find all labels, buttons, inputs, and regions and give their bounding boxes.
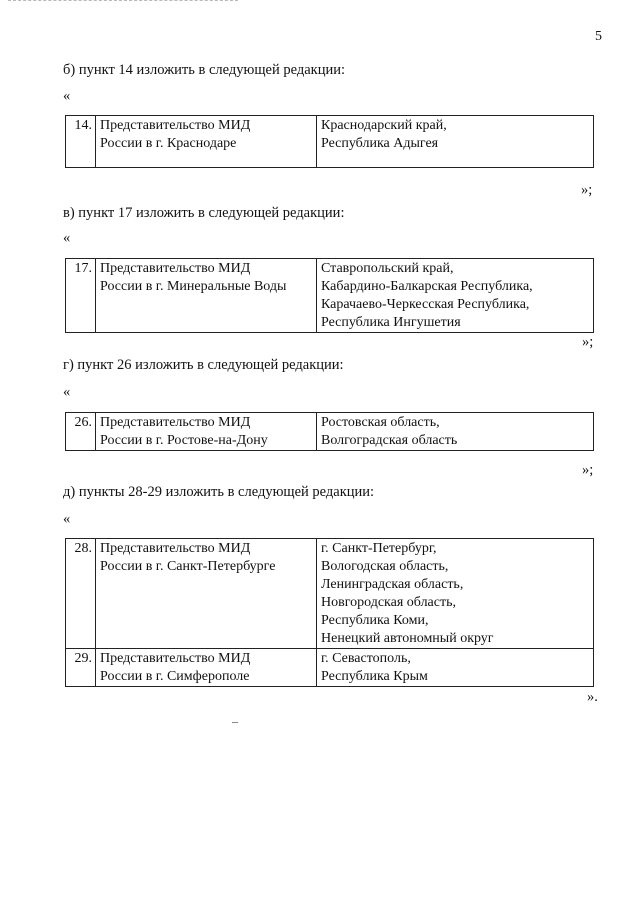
- quote-open-d: «: [63, 511, 71, 527]
- regions-cell: [317, 259, 594, 333]
- office-cell: [96, 649, 317, 687]
- region-line: Республика Ингушетия: [321, 315, 461, 330]
- quote-close-v: »;: [582, 334, 594, 350]
- table-row: [66, 413, 594, 451]
- office-cell: [96, 413, 317, 451]
- office-line: России в г. Ростове-на-Дону: [100, 433, 268, 448]
- section-heading-b: б) пункт 14 изложить в следующей редакции:: [63, 62, 345, 78]
- row-number: 14.: [66, 116, 96, 168]
- office-line: Представительство МИД: [100, 261, 251, 276]
- quote-close-d: ».: [587, 689, 598, 705]
- row-number: 28.: [66, 539, 96, 649]
- office-line: России в г. Минеральные Воды: [100, 279, 287, 294]
- quote-close-b: »;: [581, 182, 593, 198]
- office-line: России в г. Симферополе: [100, 669, 250, 684]
- region-line: Волгоградская область: [321, 433, 458, 448]
- quote-open-v: «: [63, 230, 71, 246]
- quote-open-g: «: [63, 384, 71, 400]
- region-line: Краснодарский край,: [321, 118, 447, 133]
- row-number: 17.: [66, 259, 96, 333]
- office-cell: [96, 259, 317, 333]
- quote-close-g: »;: [582, 462, 594, 478]
- row-number: 26.: [66, 413, 96, 451]
- office-line: России в г. Санкт-Петербурге: [100, 559, 276, 574]
- scan-edge-line: [8, 0, 238, 1]
- table-point-14: [65, 115, 594, 168]
- region-line: Ленинградская область,: [321, 577, 464, 592]
- region-line: Ростовская область,: [321, 415, 440, 430]
- region-line: Республика Адыгея: [321, 136, 439, 151]
- office-line: России в г. Краснодаре: [100, 136, 237, 151]
- table-point-17: [65, 258, 594, 333]
- table-points-28-29: [65, 538, 594, 687]
- table-row: [66, 649, 594, 687]
- region-line: г. Санкт-Петербург,: [321, 541, 437, 556]
- office-line: Представительство МИД: [100, 415, 251, 430]
- regions-cell: [317, 116, 594, 168]
- table-point-26: [65, 412, 594, 451]
- section-heading-g: г) пункт 26 изложить в следующей редакции:: [63, 357, 344, 373]
- center-scan-mark: [232, 722, 238, 723]
- office-cell: [96, 116, 317, 168]
- region-line: Карачаево-Черкесская Республика,: [321, 297, 530, 312]
- region-line: г. Севастополь,: [321, 651, 411, 666]
- regions-cell: [317, 413, 594, 451]
- section-heading-v: в) пункт 17 изложить в следующей редакции:: [63, 205, 345, 221]
- region-line: Новгородская область,: [321, 595, 456, 610]
- office-line: Представительство МИД: [100, 651, 251, 666]
- region-line: Кабардино-Балкарская Республика,: [321, 279, 533, 294]
- section-heading-d: д) пункты 28-29 изложить в следующей редакции:: [63, 484, 375, 500]
- office-cell: [96, 539, 317, 649]
- region-line: Вологодская область,: [321, 559, 449, 574]
- regions-cell: [317, 539, 594, 649]
- region-line: Ненецкий автономный округ: [321, 631, 494, 646]
- quote-open-b: «: [63, 88, 71, 104]
- office-line: Представительство МИД: [100, 541, 251, 556]
- table-row: [66, 259, 594, 333]
- region-line: Республика Коми,: [321, 613, 429, 628]
- table-row: [66, 116, 594, 168]
- regions-cell: [317, 649, 594, 687]
- row-number: 29.: [66, 649, 96, 687]
- table-row: [66, 539, 594, 649]
- region-line: Ставропольский край,: [321, 261, 454, 276]
- office-line: Представительство МИД: [100, 118, 251, 133]
- page-number: 5: [595, 29, 602, 44]
- region-line: Республика Крым: [321, 669, 428, 684]
